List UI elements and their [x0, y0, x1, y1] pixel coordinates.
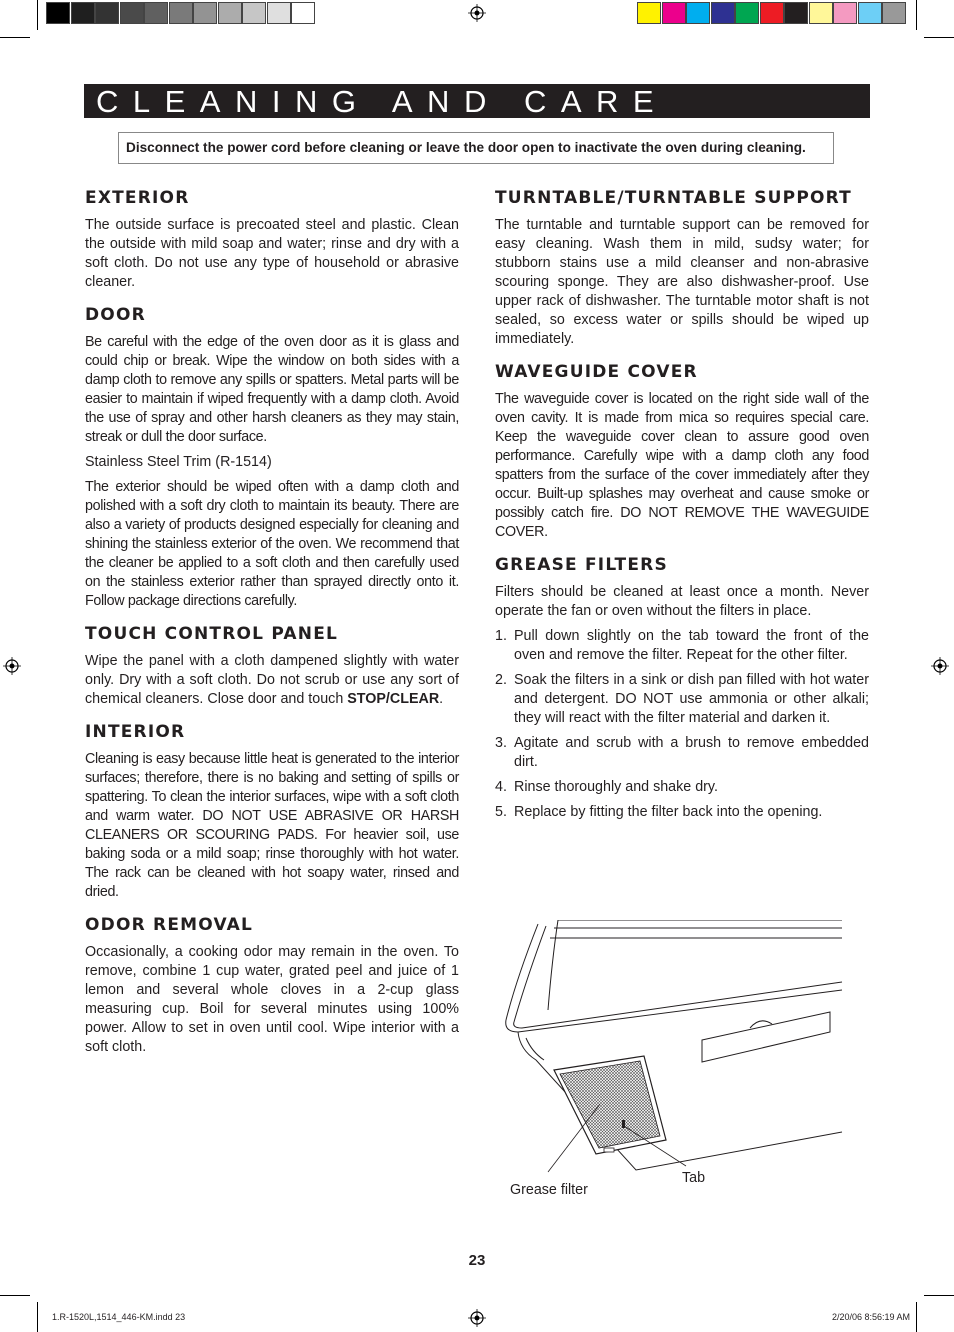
left-column — [85, 188, 459, 1070]
waveguide-section — [495, 362, 869, 542]
stop-clear-key-label: STOP/CLEAR — [347, 691, 440, 707]
footer-file-name: 1.R-1520L,1514_446-KM.indd 23 — [52, 1312, 186, 1322]
section-heading: TOUCH CONTROL PANEL — [85, 624, 339, 644]
section-text: Wipe the panel with a cloth dampened slightly with water only. Dry with a soft cloth. Do not scrub or use any sort of chemical cleaners. Close door and touch STOP/CLEAR. — [85, 653, 459, 707]
crop-mark — [924, 37, 954, 38]
section-heading: INTERIOR — [85, 722, 186, 742]
color-swatch — [760, 2, 784, 24]
grease-filter-label: Grease filter — [510, 1182, 588, 1198]
section-heading: GREASE FILTERS — [495, 555, 668, 575]
warning-notice: Disconnect the power cord before cleaning or leave the door open to inactivate the oven during cleaning. — [118, 132, 834, 164]
grease-filters-section — [495, 555, 869, 822]
touch-control-section — [85, 624, 459, 709]
registration-mark-icon — [931, 657, 949, 675]
interior-section — [85, 722, 459, 902]
crop-mark — [0, 37, 30, 38]
tab-label: Tab — [682, 1170, 706, 1186]
section-text: Cleaning is easy because little heat is generated to the interior surfaces; therefore, there is no baking and setting of spills or spattering. To clean the interior surfaces, wipe with a soft cloth and warm water. DO NOT USE ABRASIVE OR HARSH CLEANERS OR SCOURING PADS. For heavier soil, use baking soda or a mild soap; rinse thoroughly with hot water. The rack can be cleaned with hot soapy water, rinsed and dried. — [85, 751, 459, 900]
section-text: Filters should be cleaned at least once a month. Never operate the fan or oven without the filters in place. — [495, 584, 869, 619]
door-section — [85, 305, 459, 611]
color-swatch — [267, 2, 291, 24]
page-title: CLEANING AND CARE — [96, 84, 669, 119]
color-swatch — [858, 2, 882, 24]
grease-filter-icon — [554, 1056, 666, 1154]
steps-list — [495, 627, 869, 822]
footer-timestamp: 2/20/06 8:56:19 AM — [831, 1312, 910, 1322]
crop-mark — [924, 1295, 954, 1296]
color-swatch — [193, 2, 217, 24]
section-text: The turntable and turntable support can be removed for easy cleaning. Wash them in mild, sudsy water; for stubborn stains use a mild cleanser and non-abrasive scouring sponge. They are also dishwasher-proof. Use upper rack of dishwasher. The turntable motor shaft is not sealed, so excess water or spills should be wiped up immediately. — [495, 217, 869, 347]
turntable-section — [495, 188, 869, 349]
grease-filter-illustration — [496, 920, 848, 1202]
exterior-section — [85, 188, 459, 292]
color-swatch — [169, 2, 193, 24]
crop-mark — [916, 1302, 917, 1332]
crop-mark — [37, 0, 38, 30]
section-text: Occasionally, a cooking odor may remain in the oven. To remove, combine 1 cup water, grated peel and juice of 1 lemon and several whole cloves in a 2-cup glass measuring cup. Boil for several minutes using 100% power. Allow to set in oven until cool. Wipe interior with a soft cloth. — [85, 944, 459, 1055]
color-swatch — [711, 2, 735, 24]
section-heading: ODOR REMOVAL — [85, 915, 254, 935]
color-swatch — [120, 2, 144, 24]
color-swatch — [686, 2, 710, 24]
section-heading: EXTERIOR — [85, 188, 190, 208]
color-swatch — [662, 2, 686, 24]
registration-mark-icon — [3, 657, 21, 675]
crop-mark — [37, 1302, 38, 1332]
registration-mark-icon — [468, 1309, 486, 1327]
color-swatch — [242, 2, 266, 24]
section-text: The outside surface is precoated steel and plastic. Clean the outside with mild soap and water; rinse and dry with a soft cloth. Do not use any type of household or abrasive cleaner. — [85, 217, 459, 290]
section-heading: WAVEGUIDE COVER — [495, 362, 698, 382]
color-swatch — [291, 2, 315, 24]
color-swatch — [735, 2, 759, 24]
color-swatch — [637, 2, 661, 24]
section-heading: TURNTABLE/TURNTABLE SUPPORT — [495, 188, 852, 208]
page-number: 23 — [468, 1252, 486, 1269]
color-swatch — [784, 2, 808, 24]
list-item: 4. Rinse thoroughly and shake dry. — [495, 779, 718, 795]
section-text: The waveguide cover is located on the right side wall of the oven cavity. It is made from mica so requires special care. Keep the waveguide cover clean to assure good oven performance. Carefully wipe with a damp cloth any food spatters from the surface of the cover immediately after they occur. Built-up splashes may overheat and cause smoke or possibly catch fire. DO NOT REMOVE THE WAVEGUIDE COVER. — [495, 391, 869, 540]
color-swatch — [144, 2, 168, 24]
list-item: 5. Replace by fitting the filter back into the opening. — [495, 804, 823, 820]
right-column — [495, 188, 869, 835]
color-swatch — [71, 2, 95, 24]
list-item: 3. Agitate and scrub with a brush to remove embedded dirt. — [495, 735, 869, 770]
color-swatch — [95, 2, 119, 24]
section-heading: DOOR — [85, 305, 146, 325]
odor-removal-section — [85, 915, 459, 1057]
color-swatch — [809, 2, 833, 24]
list-item: 2. Soak the filters in a sink or dish pan filled with hot water and detergent. DO NOT use ammonia or other alkali; they will react with the filter material and darken it. — [495, 672, 869, 726]
registration-mark-icon — [468, 4, 486, 22]
section-text: The exterior should be wiped often with a damp cloth and polished with a soft dry cloth to maintain its beauty. There are also a variety of products designed especially for cleaning and shining the stainless exterior of the oven. We recommend that the cleaner be applied to a soft cloth and then carefully used on the stainless exterior rather than sprayed directly onto it. Follow package directions carefully. — [85, 479, 459, 609]
section-text: Be careful with the edge of the oven door as it is glass and could chip or break. Wipe the window on both sides with a damp cloth to remove any spills or spatters. Metal parts will be easier to maintain if wiped frequently with a damp cloth. Avoid the use of spray and other harsh cleaners as they may stain, streak or dull the door surface. — [85, 334, 459, 445]
crop-mark — [916, 0, 917, 30]
color-swatch — [218, 2, 242, 24]
list-item: 1. Pull down slightly on the tab toward the front of the oven and remove the filter. Repeat for the other filter. — [495, 628, 869, 663]
color-swatch — [833, 2, 857, 24]
crop-mark — [0, 1295, 30, 1296]
color-swatch — [882, 2, 906, 24]
color-swatch — [46, 2, 70, 24]
section-text: Stainless Steel Trim (R-1514) — [85, 454, 272, 470]
